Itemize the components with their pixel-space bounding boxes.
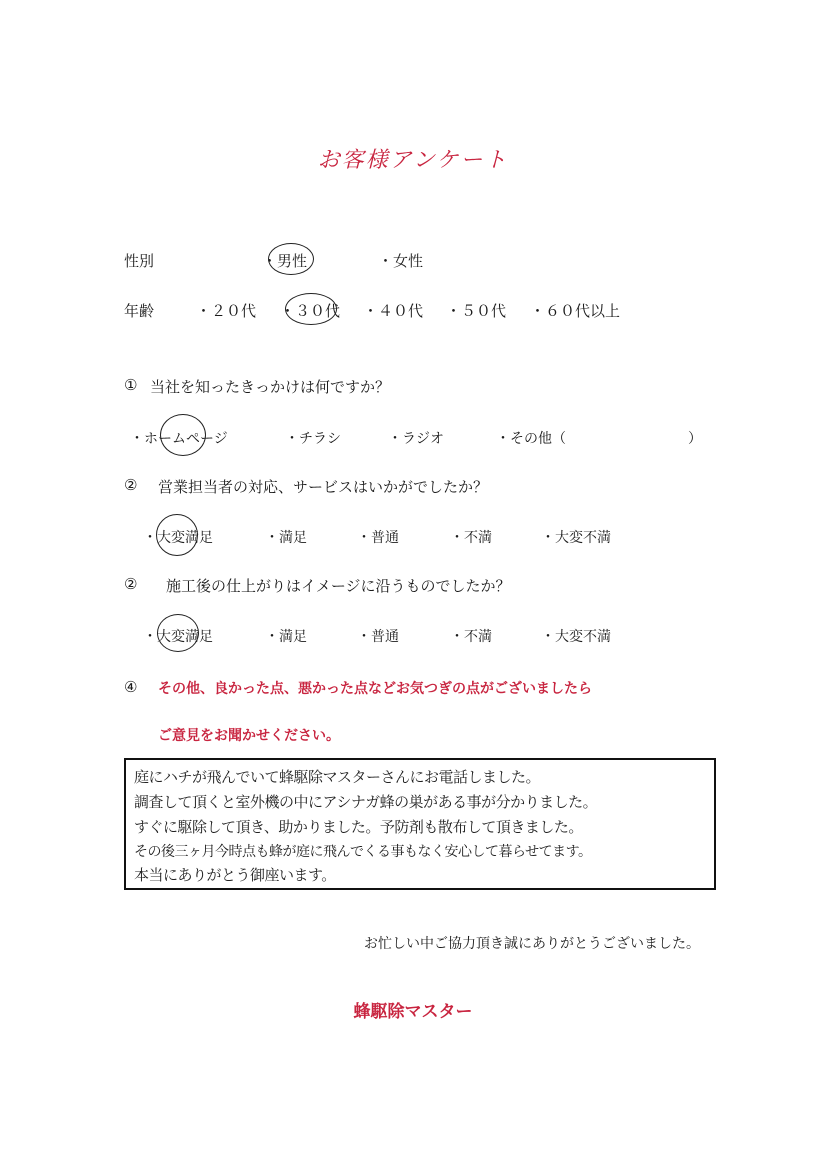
age-option-40s[interactable]: ・４０代 [363,302,424,320]
q3-option-neutral[interactable]: ・普通 [357,629,399,645]
thanks-message: お忙しい中ご協力頂き誠にありがとうございました。 [364,936,700,952]
selected-circle-mark [156,514,198,556]
q4-number: ④ [124,678,138,696]
q4-question-line2: ご意見をお聞かせください。 [158,728,340,744]
selected-circle-mark [285,293,337,325]
q2-number: ② [124,476,138,494]
q2-option-satisfied[interactable]: ・満足 [265,530,307,546]
q4-question-line1: その他、良かった点、悪かった点などお気つぎの点がございましたら [158,681,592,697]
q2-option-neutral[interactable]: ・普通 [357,530,399,546]
age-label: 年齢 [124,302,155,320]
q2-option-very-dissatisfied[interactable]: ・大変不満 [541,530,611,546]
q3-option-satisfied[interactable]: ・満足 [265,629,307,645]
comment-box[interactable] [124,758,716,890]
q1-option-flyer[interactable]: ・チラシ [285,431,341,447]
comment-line: 庭にハチが飛んでいて蜂駆除マスターさんにお電話しました。 [134,768,541,786]
comment-line: 調査して頂くと室外機の中にアシナガ蜂の巣がある事が分かりました。 [134,793,598,811]
comment-line: すぐに駆除して頂き、助かりました。予防剤も散布して頂きました。 [134,818,583,836]
q3-number: ② [124,575,138,593]
q1-option-radio[interactable]: ・ラジオ [388,431,444,447]
q1-option-other[interactable]: ・その他（ [496,431,566,447]
age-option-50s[interactable]: ・５０代 [446,302,507,320]
q1-number: ① [124,376,138,394]
q1-option-other-close: ） [688,431,702,447]
gender-label: 性別 [124,252,155,270]
comment-line: 本当にありがとう御座います。 [134,866,336,884]
q3-option-very-dissatisfied[interactable]: ・大変不満 [541,629,611,645]
survey-title: お客様アンケート [317,148,509,173]
q1-question: 当社を知ったきっかけは何ですか？ [150,378,391,396]
q2-question: 営業担当者の対応、サービスはいかがでしたか？ [158,478,489,496]
age-option-60s-plus[interactable]: ・６０代以上 [530,302,621,320]
age-option-20s[interactable]: ・２０代 [196,302,257,320]
q3-question: 施工後の仕上がりはイメージに沿うものでしたか？ [166,577,511,595]
brand-name: 蜂駆除マスター [353,1002,473,1022]
gender-option-male[interactable]: ・男性 [262,252,308,270]
selected-circle-mark [268,243,314,275]
q1-option-homepage[interactable]: ・ホームページ [130,431,228,447]
q2-option-very-satisfied[interactable]: ・大変満足 [143,530,213,546]
q3-option-dissatisfied[interactable]: ・不満 [450,629,492,645]
comment-line: その後三ヶ月今時点も蜂が庭に飛んでくる事もなく安心して暮らせてます。 [134,844,592,860]
q3-option-very-satisfied[interactable]: ・大変満足 [143,629,213,645]
age-option-30s[interactable]: ・３０代 [280,302,341,320]
selected-circle-mark [157,614,199,652]
gender-option-female[interactable]: ・女性 [378,252,424,270]
q2-option-dissatisfied[interactable]: ・不満 [450,530,492,546]
selected-circle-mark [160,414,206,456]
